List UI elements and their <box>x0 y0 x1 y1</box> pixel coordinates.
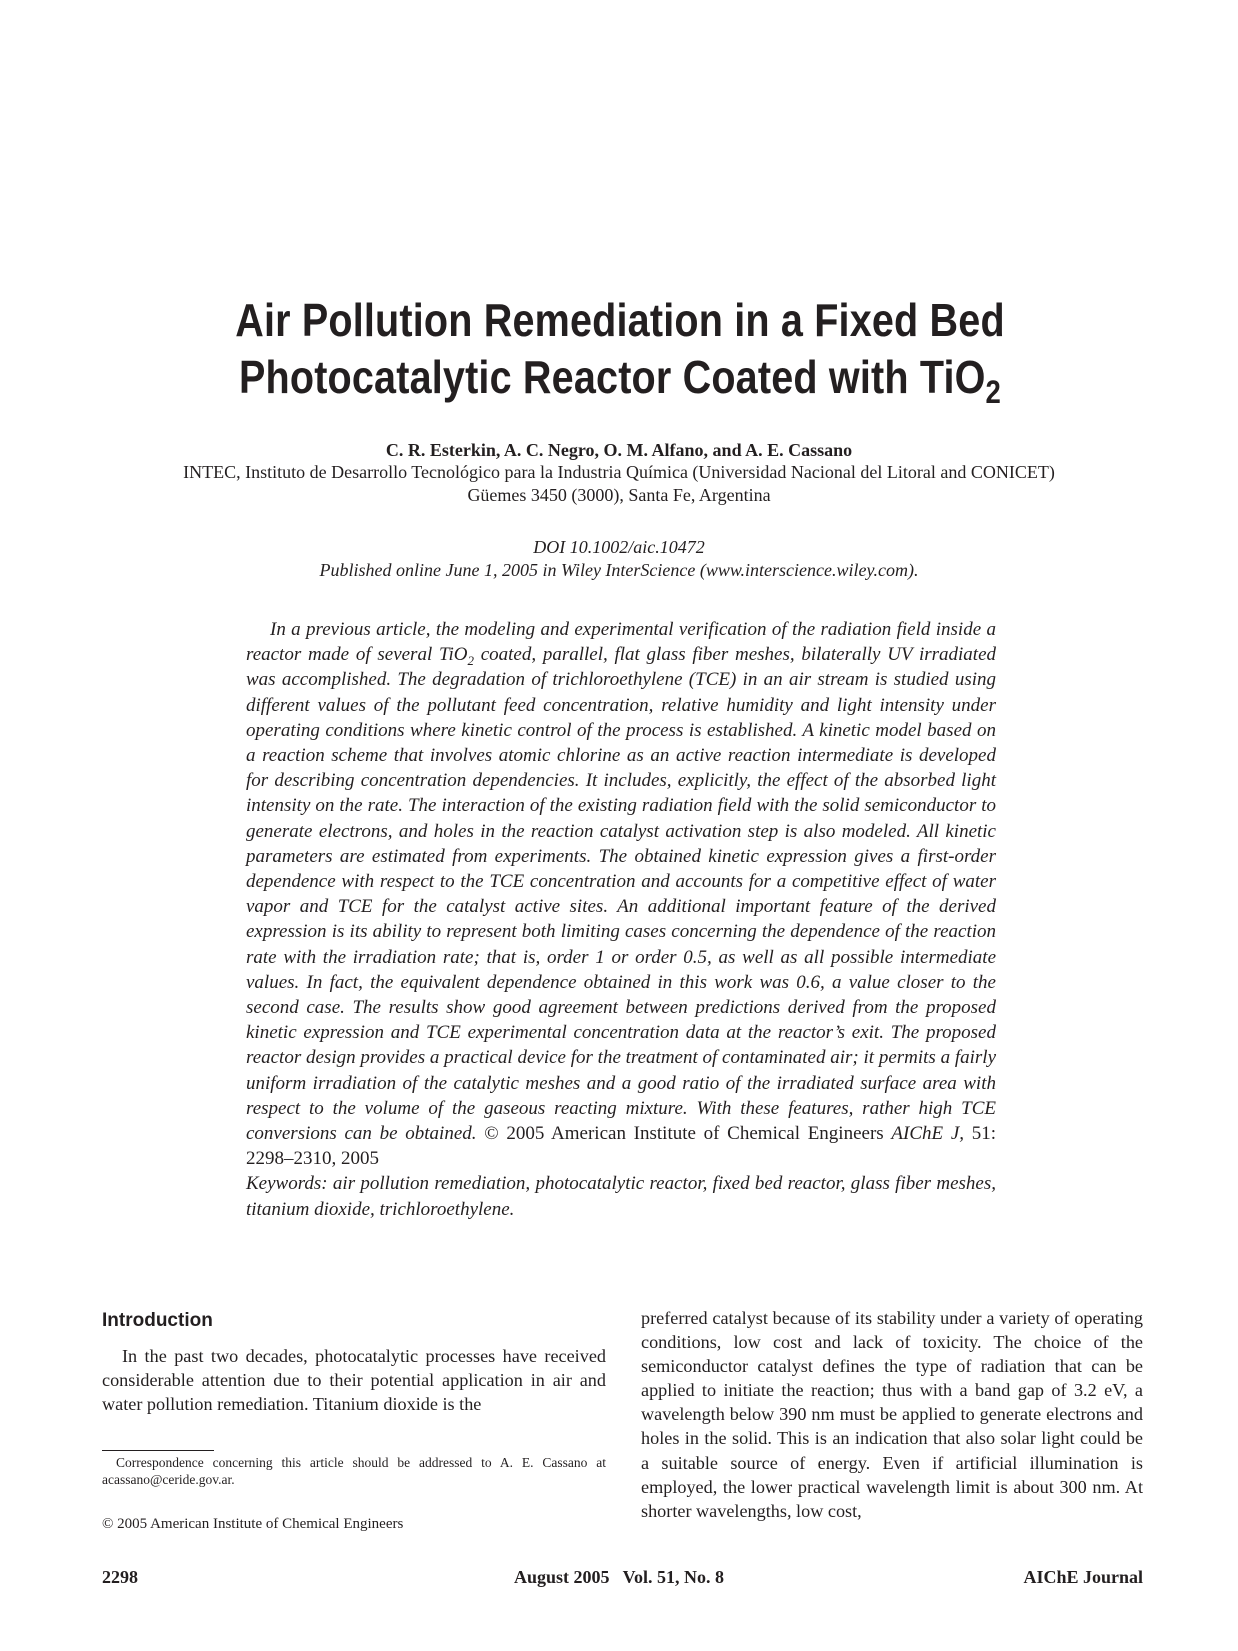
abstract-body <box>246 617 996 1222</box>
copyright-notice: © 2005 American Institute of Chemical Engineers <box>102 1516 404 1532</box>
citation-journal: AIChE J, <box>891 1123 964 1145</box>
abstract-subscript: 2 <box>467 653 474 668</box>
title-line-2-main: Photocatalytic Reactor Coated with TiO <box>238 351 986 403</box>
page-number: 2298 <box>102 1567 138 1587</box>
issue-text: August 2005 Vol. 51, No. 8 <box>513 1567 725 1587</box>
introduction-column-1: In the past two decades, photocatalytic processes have received considerable attention due to their potential application in air and water pollution remediation. Titanium dioxide is the <box>102 1346 606 1415</box>
publication-info: Published online June 1, 2005 in Wiley InterScience (www.interscience.wiley.com). <box>319 560 919 580</box>
section-heading-introduction: Introduction <box>102 1310 213 1331</box>
abstract-copyright: © 2005 American Institute of Chemical Engineers <box>476 1123 892 1145</box>
title-line-1: Air Pollution Remediation in a Fixed Bed <box>235 294 1005 346</box>
footnote-rule <box>102 1450 214 1451</box>
abstract-text-part1: In a previous article, the modeling and experimental verification of the radiation field inside a reactor made of several TiO <box>246 619 996 666</box>
citation-detail: 51: 2298–2310, 2005 <box>246 1123 996 1170</box>
keywords: Keywords: air pollution remediation, photocatalytic reactor, fixed bed reactor, glass fiber meshes, titanium dioxide, trichloroethylene. <box>246 1173 996 1220</box>
affiliation-line-2: Güemes 3450 (3000), Santa Fe, Argentina <box>467 485 771 505</box>
affiliation-line-1: INTEC, Instituto de Desarrollo Tecnológico para la Industria Química (Universidad Nacional del Litoral and CONICET) <box>183 462 1055 482</box>
title-line-2 <box>190 349 1050 421</box>
abstract-text-part2: coated, parallel, flat glass fiber meshes, bilaterally UV irradiated was accomplished. The degradation of trichloroethylene (TCE) in an air stream is studied using different values of the pollutant feed concentration, relative humidity and light intensity under operating conditions where kinetic control of the process is established. A kinetic model based on a reaction scheme that involves atomic chlorine as an active reaction intermediate is developed for describing concentration dependencies. It includes, explicitly, the effect of the absorbed light intensity on the rate. The interaction of the existing radiation field with the solid semiconductor to generate electrons, and holes in the reaction catalyst activation step is also modeled. All kinetic parameters are estimated from experiments. The obtained kinetic expression gives a first-order dependence with respect to the TCE concentration and accounts for a competitive effect of water vapor and TCE for the catalyst active sites. An additional important feature of the derived expression is its ability to represent both limiting cases concerning the dependence of the reaction rate with the irradiation rate; that is, order 1 or order 0.5, as well as all possible intermediate values. In fact, the equivalent dependence obtained in this work was 0.6, a value closer to the second case. The results show good agreement between predictions derived from the proposed kinetic expression and TCE experimental concentration data at the reactor’s exit. The proposed reactor design provides a practical device for the treatment of contaminated air; it permits a fairly uniform irradiation of the catalytic meshes and a good ratio of the irradiated surface area with respect to the volume of the gaseous reacting mixture. With these features, rather high TCE conversions can be obtained. <box>246 644 997 1145</box>
doi: DOI 10.1002/aic.10472 <box>533 537 705 557</box>
title-subscript: 2 <box>985 374 1002 410</box>
correspondence-footnote: Correspondence concerning this article should be addressed to A. E. Cassano at acassano@ceride.gov.ar. <box>102 1455 606 1487</box>
introduction-column-2: preferred catalyst because of its stability under a variety of operating conditions, low cost and lack of toxicity. The choice of the semiconductor catalyst defines the type of radiation that can be applied to initiate the reaction; thus with a band gap of 3.2 eV, a wavelength below 390 nm must be applied to generate electrons and holes in the solid. This is an indication that also solar light could be a suitable source of energy. Even if artificial illumination is employed, the lower practical wavelength limit is about 300 nm. At shorter wavelengths, low cost, <box>641 1308 1143 1521</box>
abstract <box>246 617 996 1222</box>
authors: C. R. Esterkin, A. C. Negro, O. M. Alfano, and A. E. Cassano <box>385 440 853 460</box>
journal-name: AIChE Journal <box>1023 1567 1143 1587</box>
paper-title <box>190 292 1050 421</box>
